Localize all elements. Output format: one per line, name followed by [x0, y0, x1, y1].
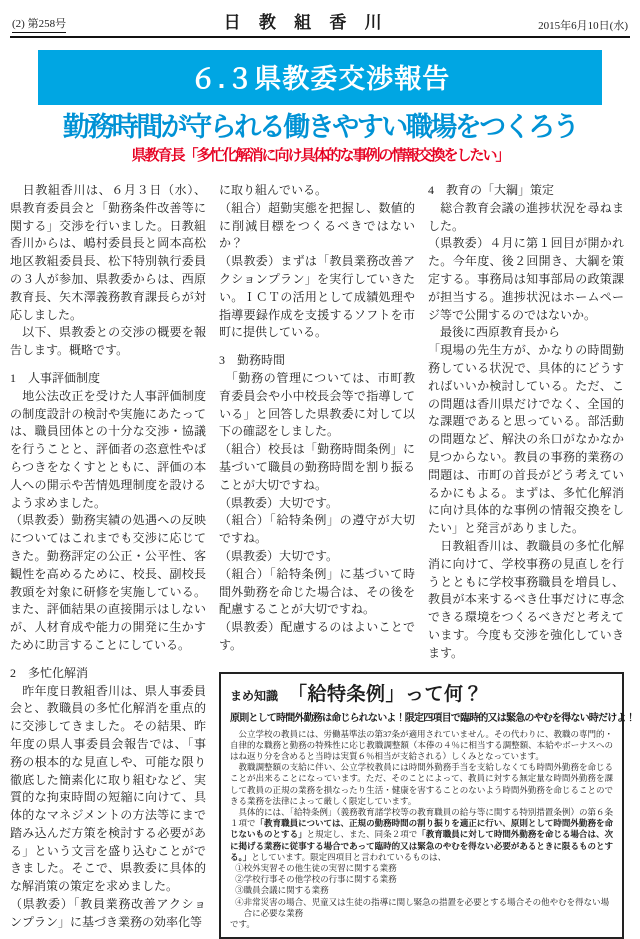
body-paragraph: 以下、県教委との交渉の概要を報告します。概略です。 — [10, 325, 206, 358]
article-body — [10, 182, 635, 939]
body-paragraph: （県教委）大切です。 — [219, 548, 339, 563]
issue-number: (2) 第258号 — [12, 15, 66, 33]
section-heading: 2 多忙化解消 — [10, 665, 89, 680]
headline: 勤務時間が守られる働きやすい職場をつくろう — [62, 112, 578, 142]
text-segment: ④非常災害の場合、児童又は生徒の指導に関し緊急の措置を必要とする場合その他やむを得ない場合に必要な業務 — [235, 896, 610, 918]
trivia-box-title: 「給特条例」って何？ — [288, 683, 484, 705]
body-paragraph — [230, 919, 613, 930]
trivia-box — [219, 672, 635, 939]
list-item — [230, 874, 613, 885]
body-paragraph: （県教委）配慮するのはよいことです。 — [219, 620, 415, 652]
text-segment: 教職調整額の支給に伴い、公立学校教員には時間外勤務手当を支給しなくても時間外勤務を命じることが出来ることになっています。ただ、そのことによって、教員に対する無定量な時間外勤務を課して教員の正規の業務を損なったり生活・健康を害することのないよう時間外勤務を命じることのできる業務を法律によって厳しく限定しています。 — [230, 762, 613, 806]
article-right-region — [219, 182, 635, 939]
masthead-title: 日 教 組 香 川 — [223, 13, 389, 32]
issue-date: 2015年6月10日(水) — [538, 20, 628, 32]
article-column-2 — [219, 182, 415, 663]
body-paragraph: 日教組香川は、６月３日（水）、県教育委員会と「勤務条件改善等に関する」交渉を行いました。日教組香川からは、嶋村委員長と岡本高松地区教組委員長、松下特別執行委員の３人が参加、県教委からは、西原教育長、矢木澤義務教育課長らが対応しました。 — [10, 183, 206, 322]
body-paragraph: （県教委）大切です。 — [219, 495, 339, 510]
trivia-box-label: まめ知識 — [230, 688, 279, 703]
text-segment: としています。限定四項目と言われているものは、 — [251, 851, 447, 862]
bold-text-segment: 「教育職員については、正規の勤務時間の割り振りを適正に行い、原則として時間外勤務を命じないものとする」 — [230, 818, 613, 840]
article-column-1 — [10, 182, 206, 939]
text-segment: ②学校行事その他学校の行事に関する業務 — [235, 874, 397, 885]
body-paragraph: 昨年度日教組香川は、県人事委員会と、教職員の多忙化解消を重点的に交渉してきました。その結果、昨年度の県人事委員会報告では、「事務の根本的な見直しや、可能な限り徹底した簡素化に取り組むなど、実質的な拘束時間の短縮に向けて、具体的なマネジメントの方法等にまで踏み込んだ方策を検討する必要がある」という文言を盛り込むことができました。そこで、県教委に具体的な解消策の策定を求めました。 — [10, 683, 206, 894]
body-paragraph: （県教委）「教員業務改善アクションプラン」に基づき業務の効率化等 — [10, 897, 206, 929]
list-item — [230, 897, 613, 919]
list-item — [230, 863, 613, 874]
body-paragraph: （県教委）４月に第１回目が開かれた。今年度、後２回開き、大綱を策定する。事務局は知事部局の政策課が担当する。進捗状況はホームページ等で公開するのではないか。 — [428, 236, 624, 322]
body-paragraph: に取り組んでいる。 — [219, 183, 328, 197]
body-paragraph — [230, 729, 613, 763]
section-heading: 4 教育の「大綱」策定 — [428, 183, 555, 197]
subheadline: 県教育長「多忙化解消に向け具体的な事例の情報交換をしたい」 — [131, 147, 509, 164]
body-paragraph: 地公法改正を受けた人事評価制度の制度設計の検討や実施にあたっては、職員団体との十分な交渉・協議を行うことと、評価者の恣意性やばらつきをなくすとともに、評価の本人への開示や苦情処理制度を設けるよう求めました。 — [10, 388, 206, 510]
body-paragraph: （組合）「給特条例」に基づいて時間外勤務を命じた場合は、その後を配慮することが大切ですね。 — [219, 566, 415, 617]
trivia-box-body — [230, 729, 613, 931]
report-banner — [38, 50, 602, 105]
body-paragraph: 「勤務の管理については、市町教育委員会や小中校長会等で指導している」と回答した県教委に対して以下の確認をしました。 — [219, 370, 415, 439]
body-paragraph: （組合）校長は「勤務時間条例」に基づいて職員の勤務時間を割り振ることが大切ですね。 — [219, 442, 415, 492]
body-paragraph: （組合）「給特条例」の遵守が大切ですね。 — [219, 513, 415, 546]
trivia-box-lead: 原則として時間外勤務は命じられないよ！限定四項目で臨時的又は緊急のやむを得ない時だけよ！ — [230, 712, 635, 724]
article-column-3 — [428, 182, 624, 663]
text-segment: です。 — [230, 918, 255, 929]
body-paragraph: 総合教育会議の進捗状況を尋ねました。 — [428, 200, 624, 233]
page-header — [10, 6, 630, 38]
trivia-box-header — [230, 679, 613, 706]
bold-text-segment: 「教育職員に対して時間外勤務を命じる場合は、次に掲げる業務に従事する場合であって臨時的又は緊急のやむを得ない必要があるときに限るものとする。」 — [230, 829, 613, 862]
body-paragraph: 最後に西原教育長から — [428, 325, 561, 340]
section-heading: 1 人事評価制度 — [10, 370, 101, 385]
body-paragraph: （県教委）勤務実績の処遇への反映についてはこれまでも交渉に応じてきた。勤務評定の公正・公平性、客観性を高めるために、校長、副校長教頭を対象に研修を実施している。また、評価結果の直接開示はしないが、人材育成や能力の開発に生かすために助言することにしている。 — [10, 513, 206, 652]
body-paragraph — [230, 762, 613, 807]
list-item — [230, 885, 613, 896]
text-segment: 公立学校の教員には、労働基準法の第37条が適用されていません。その代わりに、教職の専門的・自律的な職務と勤務の特殊性に応じ教職調整額（本俸の４％に相当する調整額、本給やボーナスへのはね返り分を含めると当時は実質６％相当が支給される）しくみとなっています。 — [230, 728, 614, 761]
body-paragraph: （組合）超勤実態を把握し、数値的に削減目標をつくるべきではないか？ — [219, 200, 415, 251]
article-right-columns — [219, 182, 624, 663]
body-paragraph: （県教委）まずは「教員業務改善アクションプラン」を実行していきたい。ＩＣＴの活用として成績処理や指導要録作成を支援するソフトを市町に提供している。 — [219, 254, 415, 340]
banner-title: ６.３県教委交渉報告 — [189, 64, 451, 94]
text-segment: と規定し、また、同条２項で — [306, 829, 418, 840]
text-segment: ①校外実習その他生徒の実習に関する業務 — [235, 862, 397, 873]
body-paragraph: 「現場の先生方が、かなりの時間勤務している状況で、具体的にどうすればいいか検討している。ただ、この問題は香川県だけでなく、全国的な課題であると思っている。部活動の問題など、解決の糸口がなかなか見つからない。教員の事務的業務の問題は、市町の首長がどう考えているかにもよる。まずは、多忙化解消に向け具体的な事例の情報交換をしたい」と発言がありました。 — [428, 343, 624, 536]
section-heading: 3 勤務時間 — [219, 353, 286, 368]
body-paragraph — [230, 807, 613, 863]
body-paragraph: 日教組香川は、教職員の多忙化解消に向けて、学校事務の見直しを行うとともに学校事務職員を増員し、教員が本来するべき仕事だけに専念できる環境をつくるべきだと考えています。今度も交渉を強化していきます。 — [428, 538, 624, 660]
text-segment: ③職員会議に関する業務 — [235, 885, 329, 896]
text-segment: 具体的には、「給特条例」（義務教育諸学校等の教育職員の給与等に関する特別措置条例）の第６条１項で — [230, 806, 613, 829]
